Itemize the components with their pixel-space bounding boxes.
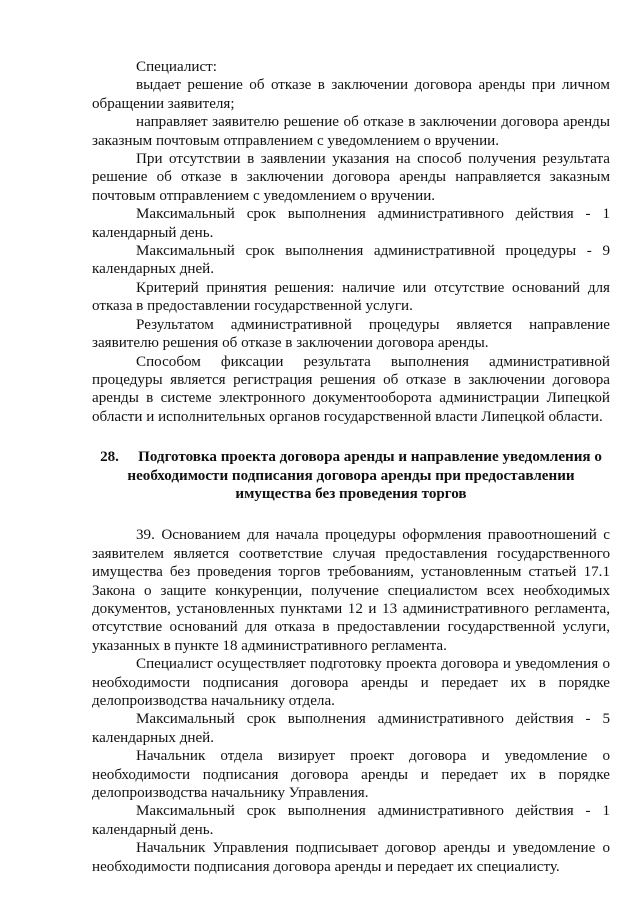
section-title: Подготовка проекта договора аренды и направление уведомления о необходимости подписания договора аренды при предоставлении имущества без проведения торгов [127,449,602,502]
paragraph: Критерий принятия решения: наличие или отсутствие оснований для отказа в предоставлении государственной услуги. [92,279,610,315]
section-number: 28. [100,449,119,466]
paragraph: Максимальный срок выполнения административного действия - 5 календарных дней. [92,711,610,746]
paragraph: При отсутствии в заявлении указания на способ получения результата решение об отказе в заключении договора аренды направляется заказным почтовым отправлением с уведомлением о вручении. [92,151,610,204]
paragraph: Начальник Управления подписывает договор аренды и уведомление о необходимости подписания договора аренды и передает их специалисту. [92,840,610,875]
paragraph: Максимальный срок выполнения административного действия - 1 календарный день. [92,206,610,241]
paragraph: Специалист: [136,59,217,75]
paragraph: Начальник отдела визирует проект договора и уведомление о необходимости подписания договора аренды и передает их в порядке делопроизводства начальнику Управления. [92,748,610,802]
paragraph: Специалист осуществляет подготовку проекта договора и уведомления о необходимости подписания договора аренды и передает их в порядке делопроизводства начальнику отдела. [92,656,610,709]
paragraph: Способом фиксации результата выполнения административной процедуры является регистрация решения об отказе в заключении договора аренды в системе электронного документооборота администрации Липецкой области и исполнительных органов государственной власти Липецкой области. [92,353,610,425]
paragraph: направляет заявителю решение об отказе в заключении договора аренды заказным почтовым отправлением с уведомлением о вручении. [92,114,610,149]
paragraph: Максимальный срок выполнения административной процедуры - 9 календарных дней. [92,243,610,278]
paragraph: 39. Основанием для начала процедуры оформления правоотношений с заявителем является соответствие случая предоставления государственного имущества без проведения торгов требованиям, установленным статьей 17.1 Закона о защите конкуренции, получение специалистом всех необходимых документов, установленных пунктами 12 и 13 административного регламента, отсутствие оснований для отказа в предоставлении государственной услуги, указанных в пункте 18 административного регламента. [92,527,610,654]
document-page [92,58,610,876]
paragraph: выдает решение об отказе в заключении договора аренды при личном обращении заявителя; [92,77,610,112]
paragraph: Результатом административной процедуры является направление заявителю решения об отказе в заключении договора аренды. [92,316,610,352]
section-heading [92,448,610,503]
paragraph: Максимальный срок выполнения административного действия - 1 календарный день. [92,803,610,838]
